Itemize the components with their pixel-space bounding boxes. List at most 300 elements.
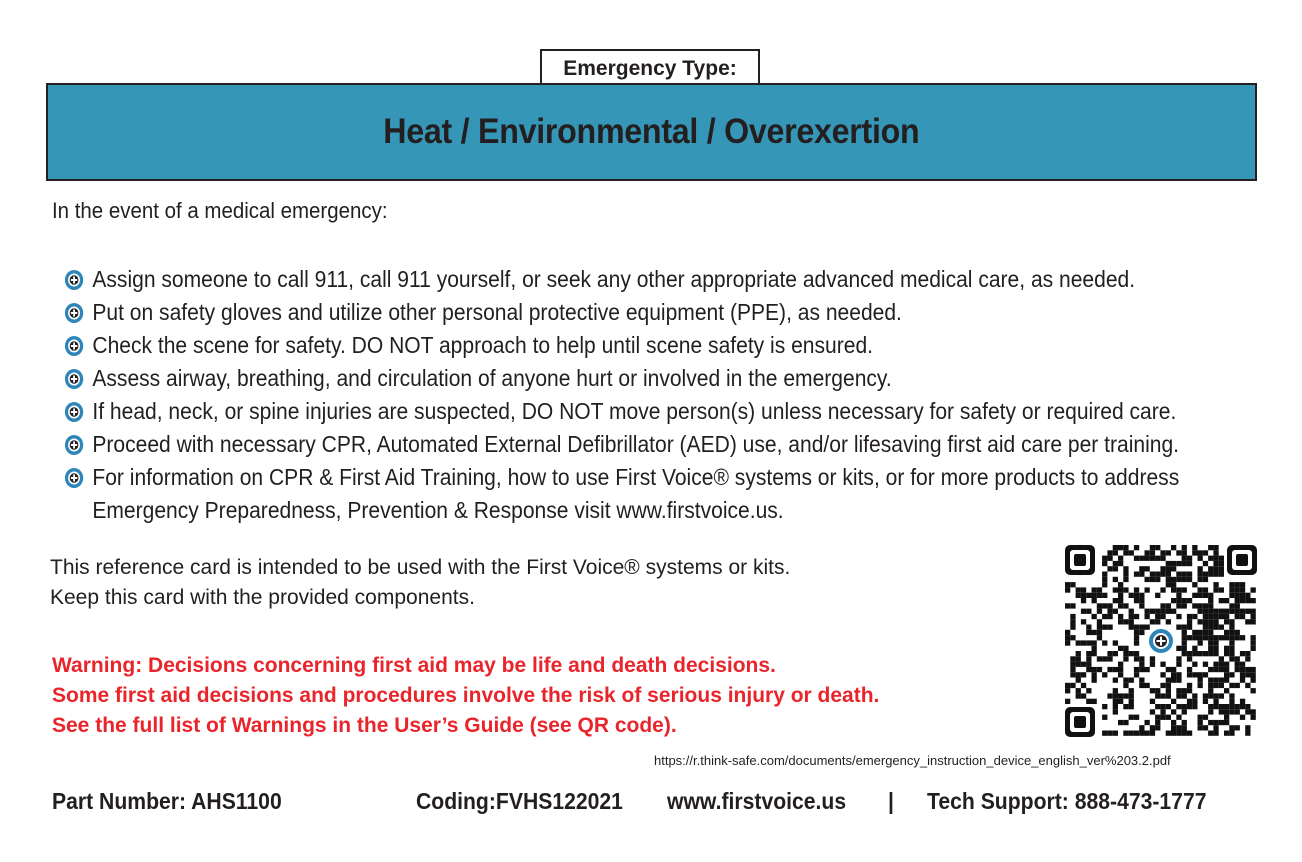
qr-module: [1171, 720, 1176, 725]
qr-module: [1235, 582, 1240, 587]
qr-module: [1118, 662, 1123, 667]
qr-module: [1160, 550, 1165, 555]
qr-module: [1203, 561, 1208, 566]
qr-module: [1176, 704, 1181, 709]
qr-module: [1107, 731, 1112, 736]
qr-module: [1123, 656, 1128, 661]
qr-module: [1166, 688, 1171, 693]
qr-module: [1203, 619, 1208, 624]
qr-module: [1150, 545, 1155, 550]
qr-module: [1171, 699, 1176, 704]
qr-module: [1097, 619, 1102, 624]
qr-module: [1123, 577, 1128, 582]
qr-module: [1155, 609, 1160, 614]
qr-module: [1182, 720, 1187, 725]
qr-module: [1240, 635, 1245, 640]
qr-module: [1139, 725, 1144, 730]
qr-module: [1245, 672, 1250, 677]
qr-module: [1182, 587, 1187, 592]
qr-module: [1134, 625, 1139, 630]
qr-module: [1213, 572, 1218, 577]
qr-module: [1118, 556, 1123, 561]
qr-module: [1229, 651, 1234, 656]
qr-module: [1187, 683, 1192, 688]
qr-module: [1155, 577, 1160, 582]
qr-module: [1166, 704, 1171, 709]
qr-module: [1224, 609, 1229, 614]
qr-module: [1081, 672, 1086, 677]
qr-module: [1245, 704, 1250, 709]
qr-module: [1208, 614, 1213, 619]
qr-module: [1203, 699, 1208, 704]
qr-module: [1235, 635, 1240, 640]
qr-module: [1118, 545, 1123, 550]
qr-module: [1065, 603, 1070, 608]
qr-module: [1171, 709, 1176, 714]
qr-module: [1160, 662, 1165, 667]
qr-module: [1176, 614, 1181, 619]
qr-module: [1070, 603, 1075, 608]
qr-module: [1129, 614, 1134, 619]
qr-module: [1229, 699, 1234, 704]
qr-module: [1208, 593, 1213, 598]
qr-module: [1240, 678, 1245, 683]
qr-module: [1123, 693, 1128, 698]
qr-module: [1155, 693, 1160, 698]
qr-module: [1145, 609, 1150, 614]
qr-module: [1113, 640, 1118, 645]
qr-module: [1229, 731, 1234, 736]
qr-module: [1176, 688, 1181, 693]
qr-module: [1224, 720, 1229, 725]
qr-module: [1219, 667, 1224, 672]
qr-module: [1155, 715, 1160, 720]
qr-module: [1150, 572, 1155, 577]
qr-module: [1224, 688, 1229, 693]
qr-module: [1213, 678, 1218, 683]
qr-module: [1160, 609, 1165, 614]
qr-module: [1224, 635, 1229, 640]
instruction-item: [64, 296, 1189, 329]
qr-module: [1113, 561, 1118, 566]
qr-module: [1081, 609, 1086, 614]
qr-module: [1176, 678, 1181, 683]
qr-module: [1107, 614, 1112, 619]
qr-module: [1176, 561, 1181, 566]
instruction-item: [64, 263, 1189, 296]
qr-module: [1086, 640, 1091, 645]
qr-module: [1176, 598, 1181, 603]
qr-module: [1139, 667, 1144, 672]
qr-module: [1219, 598, 1224, 603]
qr-module: [1203, 651, 1208, 656]
qr-module: [1134, 545, 1139, 550]
qr-module: [1171, 725, 1176, 730]
qr-module: [1208, 651, 1213, 656]
qr-module: [1139, 683, 1144, 688]
qr-module: [1134, 651, 1139, 656]
instruction-text: If head, neck, or spine injuries are suspected, DO NOT move person(s) unless necessary for safety or required care.: [92, 398, 1177, 424]
qr-module: [1219, 609, 1224, 614]
qr-module: [1213, 625, 1218, 630]
qr-module: [1213, 550, 1218, 555]
qr-module: [1235, 683, 1240, 688]
qr-module: [1176, 731, 1181, 736]
qr-module: [1134, 672, 1139, 677]
qr-module: [1240, 593, 1245, 598]
qr-module: [1176, 662, 1181, 667]
qr-module: [1208, 640, 1213, 645]
qr-module: [1139, 625, 1144, 630]
qr-module: [1213, 556, 1218, 561]
qr-module: [1139, 566, 1144, 571]
qr-module: [1251, 678, 1256, 683]
qr-module: [1081, 640, 1086, 645]
qr-module: [1150, 550, 1155, 555]
qr-module: [1176, 550, 1181, 555]
qr-module: [1166, 731, 1171, 736]
qr-module: [1192, 582, 1197, 587]
qr-module: [1219, 693, 1224, 698]
qr-module: [1208, 572, 1213, 577]
qr-module: [1139, 662, 1144, 667]
qr-module: [1208, 603, 1213, 608]
qr-module: [1229, 630, 1234, 635]
qr-module: [1171, 598, 1176, 603]
qr-module: [1118, 561, 1123, 566]
qr-module: [1208, 619, 1213, 624]
qr-module: [1213, 619, 1218, 624]
qr-module: [1150, 699, 1155, 704]
qr-module: [1203, 614, 1208, 619]
qr-module: [1235, 662, 1240, 667]
qr-module: [1219, 683, 1224, 688]
qr-module: [1208, 693, 1213, 698]
qr-module: [1182, 625, 1187, 630]
qr-url: https://r.think-safe.com/documents/emergency_instruction_device_english_ver%203.2.pdf: [654, 753, 1171, 768]
qr-module: [1123, 545, 1128, 550]
qr-module: [1134, 667, 1139, 672]
qr-module: [1155, 593, 1160, 598]
qr-module: [1113, 587, 1118, 592]
qr-module: [1123, 646, 1128, 651]
qr-module: [1107, 566, 1112, 571]
qr-module: [1235, 598, 1240, 603]
qr-module: [1145, 614, 1150, 619]
qr-module: [1229, 656, 1234, 661]
qr-module: [1092, 593, 1097, 598]
qr-module: [1187, 614, 1192, 619]
qr-module: [1070, 625, 1075, 630]
qr-module: [1134, 630, 1139, 635]
qr-module: [1139, 598, 1144, 603]
qr-module: [1160, 566, 1165, 571]
qr-module: [1139, 603, 1144, 608]
qr-module: [1160, 603, 1165, 608]
qr-module: [1245, 619, 1250, 624]
qr-module: [1213, 699, 1218, 704]
qr-module: [1240, 614, 1245, 619]
qr-module: [1086, 625, 1091, 630]
qr-module: [1229, 693, 1234, 698]
qr-module: [1198, 619, 1203, 624]
qr-module: [1176, 725, 1181, 730]
qr-module: [1235, 630, 1240, 635]
qr-module: [1235, 725, 1240, 730]
qr-module: [1160, 683, 1165, 688]
qr-module: [1102, 572, 1107, 577]
qr-module: [1187, 704, 1192, 709]
qr-module: [1187, 667, 1192, 672]
qr-module: [1240, 609, 1245, 614]
website-link[interactable]: www.firstvoice.us: [667, 788, 847, 814]
part-number: Part Number: AHS1100: [52, 788, 282, 814]
qr-module: [1065, 688, 1070, 693]
qr-module: [1213, 683, 1218, 688]
qr-module: [1251, 709, 1256, 714]
qr-module: [1171, 672, 1176, 677]
qr-module: [1150, 725, 1155, 730]
qr-module: [1107, 550, 1112, 555]
qr-module: [1118, 593, 1123, 598]
qr-module: [1092, 646, 1097, 651]
qr-module: [1213, 587, 1218, 592]
qr-module: [1213, 545, 1218, 550]
qr-module: [1065, 582, 1070, 587]
qr-module: [1171, 609, 1176, 614]
qr-module: [1113, 667, 1118, 672]
qr-module: [1240, 598, 1245, 603]
qr-module: [1224, 662, 1229, 667]
qr-module: [1076, 593, 1081, 598]
qr-module: [1166, 572, 1171, 577]
qr-module: [1229, 635, 1234, 640]
qr-module: [1102, 603, 1107, 608]
qr-module: [1081, 662, 1086, 667]
qr-module: [1229, 609, 1234, 614]
qr-code-icon[interactable]: [1065, 545, 1257, 737]
warning-line: See the full list of Warnings in the User’s Guide (see QR code).: [52, 714, 677, 737]
qr-module: [1065, 640, 1070, 645]
qr-module: [1145, 556, 1150, 561]
qr-module: [1113, 678, 1118, 683]
qr-module: [1182, 556, 1187, 561]
reference-note-line: Keep this card with the provided components.: [50, 586, 475, 609]
qr-module: [1171, 587, 1176, 592]
plus-circle-icon: [64, 467, 84, 489]
qr-module: [1166, 566, 1171, 571]
qr-module: [1213, 662, 1218, 667]
qr-module: [1171, 577, 1176, 582]
qr-module: [1076, 640, 1081, 645]
qr-module: [1123, 572, 1128, 577]
qr-module: [1235, 603, 1240, 608]
qr-module: [1240, 662, 1245, 667]
qr-module: [1208, 720, 1213, 725]
qr-module: [1182, 731, 1187, 736]
qr-module: [1187, 619, 1192, 624]
qr-module: [1208, 646, 1213, 651]
qr-module: [1219, 678, 1224, 683]
qr-module: [1160, 572, 1165, 577]
qr-module: [1118, 720, 1123, 725]
qr-module: [1150, 709, 1155, 714]
qr-module: [1081, 683, 1086, 688]
qr-module: [1182, 545, 1187, 550]
qr-module: [1155, 619, 1160, 624]
qr-module: [1150, 556, 1155, 561]
instruction-text-continued: Emergency Preparedness, Prevention & Response visit www.firstvoice.us.: [92, 497, 784, 523]
qr-module: [1070, 683, 1075, 688]
qr-module: [1219, 704, 1224, 709]
qr-module: [1160, 556, 1165, 561]
qr-module: [1145, 625, 1150, 630]
qr-module: [1160, 709, 1165, 714]
qr-module: [1198, 672, 1203, 677]
qr-module: [1235, 656, 1240, 661]
qr-module: [1092, 630, 1097, 635]
qr-module: [1187, 672, 1192, 677]
qr-module: [1155, 704, 1160, 709]
qr-module: [1235, 704, 1240, 709]
qr-module: [1107, 693, 1112, 698]
qr-module: [1198, 572, 1203, 577]
qr-module: [1187, 598, 1192, 603]
qr-module: [1113, 699, 1118, 704]
qr-module: [1134, 640, 1139, 645]
qr-module: [1240, 587, 1245, 592]
qr-module: [1102, 614, 1107, 619]
qr-module: [1235, 614, 1240, 619]
qr-module: [1198, 603, 1203, 608]
qr-module: [1176, 587, 1181, 592]
qr-module: [1224, 598, 1229, 603]
qr-module: [1145, 587, 1150, 592]
qr-module: [1240, 582, 1245, 587]
qr-module: [1155, 545, 1160, 550]
qr-module: [1229, 582, 1234, 587]
qr-module: [1203, 715, 1208, 720]
qr-module: [1166, 577, 1171, 582]
qr-module: [1187, 625, 1192, 630]
qr-module: [1251, 635, 1256, 640]
qr-module: [1213, 704, 1218, 709]
qr-module: [1219, 720, 1224, 725]
qr-module: [1129, 619, 1134, 624]
qr-module: [1129, 678, 1134, 683]
qr-module: [1240, 651, 1245, 656]
qr-module: [1129, 651, 1134, 656]
qr-module: [1107, 625, 1112, 630]
qr-module: [1203, 630, 1208, 635]
qr-module: [1102, 640, 1107, 645]
qr-module: [1251, 672, 1256, 677]
qr-module: [1097, 625, 1102, 630]
qr-module: [1102, 577, 1107, 582]
instruction-text: Put on safety gloves and utilize other personal protective equipment (PPE), as needed.: [92, 299, 902, 325]
qr-module: [1182, 709, 1187, 714]
qr-module: [1213, 720, 1218, 725]
qr-module: [1224, 704, 1229, 709]
qr-module: [1208, 688, 1213, 693]
intro-text: In the event of a medical emergency:: [52, 198, 388, 223]
qr-module: [1102, 715, 1107, 720]
qr-module: [1198, 725, 1203, 730]
qr-module: [1213, 646, 1218, 651]
instruction-text: Assess airway, breathing, and circulation of anyone hurt or involved in the emergency.: [92, 365, 892, 391]
qr-module: [1129, 688, 1134, 693]
qr-module: [1187, 651, 1192, 656]
qr-module: [1213, 651, 1218, 656]
qr-module: [1160, 587, 1165, 592]
qr-module: [1176, 715, 1181, 720]
qr-module: [1097, 609, 1102, 614]
qr-module: [1208, 545, 1213, 550]
qr-module: [1198, 556, 1203, 561]
qr-module: [1198, 566, 1203, 571]
qr-module: [1107, 603, 1112, 608]
qr-module: [1102, 593, 1107, 598]
plus-circle-icon: [64, 302, 84, 324]
qr-module: [1155, 725, 1160, 730]
instruction-item: [64, 395, 1189, 428]
qr-module: [1219, 625, 1224, 630]
qr-module: [1076, 688, 1081, 693]
qr-module: [1198, 678, 1203, 683]
qr-module: [1229, 640, 1234, 645]
qr-module: [1171, 667, 1176, 672]
qr-module: [1182, 561, 1187, 566]
qr-module: [1224, 715, 1229, 720]
qr-module: [1097, 603, 1102, 608]
qr-module: [1129, 593, 1134, 598]
qr-module: [1251, 619, 1256, 624]
qr-module: [1070, 582, 1075, 587]
qr-module: [1102, 625, 1107, 630]
qr-module: [1171, 566, 1176, 571]
instruction-list: [64, 263, 1294, 527]
qr-module: [1155, 556, 1160, 561]
qr-module: [1176, 656, 1181, 661]
qr-module: [1065, 699, 1070, 704]
qr-module: [1208, 556, 1213, 561]
instruction-item: [64, 362, 1189, 395]
qr-module: [1240, 672, 1245, 677]
qr-module: [1166, 561, 1171, 566]
qr-module: [1245, 656, 1250, 661]
qr-module: [1224, 678, 1229, 683]
qr-module: [1076, 693, 1081, 698]
qr-module: [1123, 587, 1128, 592]
qr-module: [1092, 699, 1097, 704]
qr-module: [1129, 715, 1134, 720]
qr-module: [1065, 635, 1070, 640]
qr-module: [1229, 704, 1234, 709]
qr-module: [1208, 609, 1213, 614]
qr-module: [1219, 656, 1224, 661]
plus-circle-icon: [64, 335, 84, 357]
qr-module: [1198, 577, 1203, 582]
qr-module: [1213, 731, 1218, 736]
qr-module: [1102, 556, 1107, 561]
qr-module: [1203, 725, 1208, 730]
qr-module: [1192, 614, 1197, 619]
instruction-text: Check the scene for safety. DO NOT approach to help until scene safety is ensured.: [92, 332, 874, 358]
qr-module: [1182, 651, 1187, 656]
qr-module: [1092, 598, 1097, 603]
qr-module: [1123, 651, 1128, 656]
qr-module: [1107, 651, 1112, 656]
